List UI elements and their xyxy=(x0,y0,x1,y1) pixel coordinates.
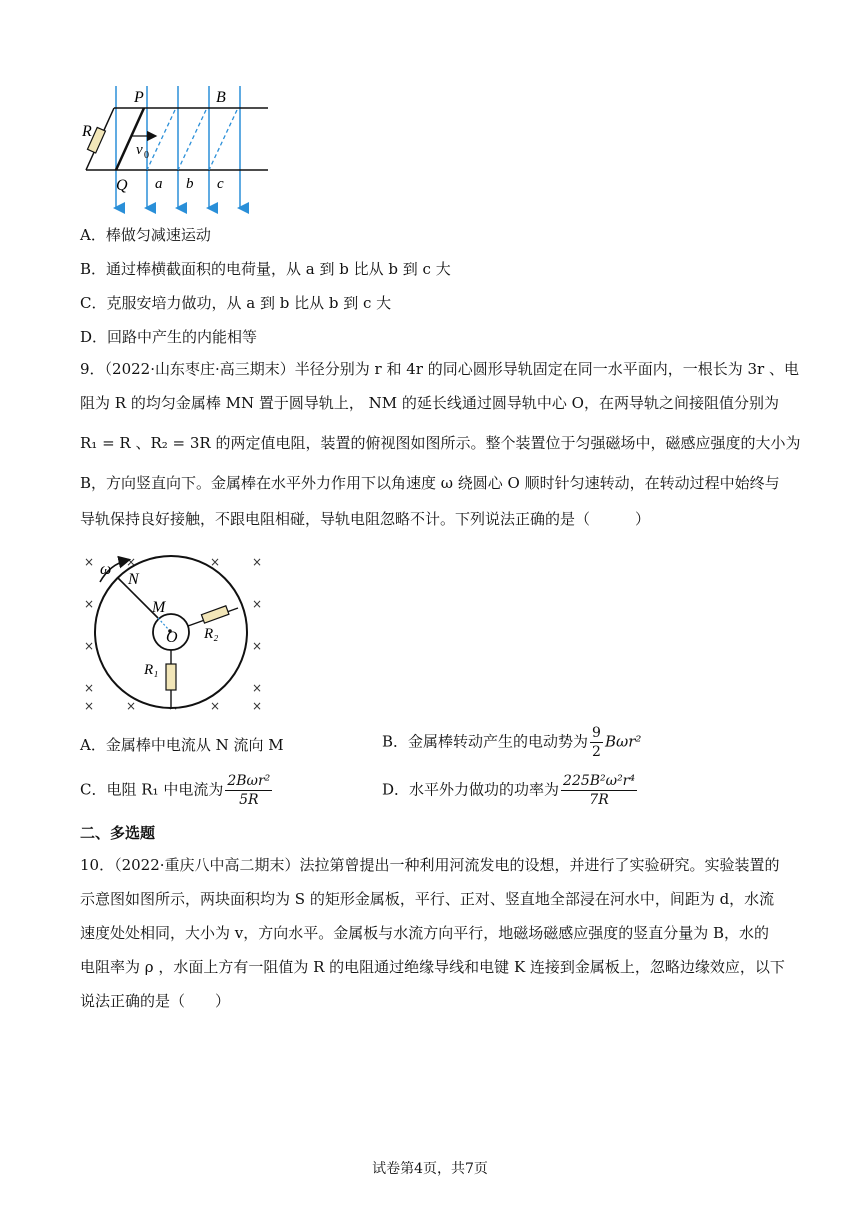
label-v: v xyxy=(136,142,143,158)
svg-text:×: × xyxy=(126,555,137,569)
label-b-small: b xyxy=(186,176,194,192)
svg-text:×: × xyxy=(210,555,221,569)
q8-option-c: C．克服安培力做功，从 a 到 b 比从 b 到 c 大 xyxy=(80,294,392,312)
q10-line-4: 电阻率为 ρ ，水面上方有一阻值为 R 的电阻通过绝缘导线和电键 K 连接到金属板上，忽略边缘效应，以下 xyxy=(80,958,785,976)
rail-field-diagram xyxy=(80,84,280,216)
q10-line-5: 说法正确的是（ ） xyxy=(80,992,231,1010)
q9-option-b xyxy=(382,724,641,761)
resistor-r1 xyxy=(166,664,176,690)
bar-positions-dashed xyxy=(147,110,237,170)
q10-line-2: 示意图如图所示，两块面积均为 S 的矩形金属板，平行、正对、竖直地全部浸在河水中，间距为 d，水流 xyxy=(80,890,775,908)
q8-option-a: A．棒做匀减速运动 xyxy=(80,226,211,244)
label-o: O xyxy=(166,629,178,646)
label-c: c xyxy=(217,176,224,192)
q9-line-5: 导轨保持良好接触，不跟电阻相碰，导轨电阻忽略不计。下列说法正确的是（ ） xyxy=(80,510,651,528)
svg-text:×: × xyxy=(252,699,263,713)
q9-line-2: 阻为 R 的均匀金属棒 MN 置于圆导轨上， NM 的延长线通过圆导轨中心 O，在两导轨之间接阻值分别为 xyxy=(80,394,779,412)
metal-bar-pq xyxy=(116,108,144,170)
label-r2: R₂ xyxy=(204,626,219,642)
q9-option-c xyxy=(80,772,274,809)
q9-line-4: B，方向竖直向下。金属棒在水平外力作用下以角速度 ω 绕圆心 O 顺时针匀速转动，在转动过程中始终与 xyxy=(80,474,780,492)
svg-text:×: × xyxy=(210,699,221,713)
svg-text:×: × xyxy=(252,555,263,569)
svg-text:×: × xyxy=(84,681,95,695)
svg-text:×: × xyxy=(84,699,95,713)
label-r: R xyxy=(82,123,92,140)
q8-option-b: B．通过棒横截面积的电荷量，从 a 到 b 比从 b 到 c 大 xyxy=(80,260,451,278)
section-heading: 二、多选题 xyxy=(80,824,156,842)
q9-option-c-text: C．电阻 R₁ 中电流为 xyxy=(80,780,224,799)
q9-line-3: R₁ = R 、R₂ = 3R 的两定值电阻，装置的俯视图如图所示。整个装置位于匀强磁场中，磁感应强度的大小为 xyxy=(80,434,801,452)
label-a: a xyxy=(155,176,163,192)
label-omega: ω xyxy=(100,561,112,578)
q9-option-b-text: B．金属棒转动产生的电动势为 xyxy=(382,732,589,751)
q9-option-d-text: D．水平外力做功的功率为 xyxy=(382,780,560,799)
svg-text:×: × xyxy=(84,555,95,569)
page-footer: 试卷第4页，共7页 xyxy=(372,1161,488,1177)
q9-option-c-fraction: $\frac{\text{2Bωr²}}{5R}$ xyxy=(227,773,271,808)
q8-option-d: D．回路中产生的内能相等 xyxy=(80,328,258,346)
svg-text:×: × xyxy=(84,639,95,653)
label-m: M xyxy=(152,599,166,616)
q10-line-3: 速度处处相同，大小为 v，方向水平。金属板与水流方向平行，地磁场磁感应强度的竖直分量为 B，水的 xyxy=(80,924,770,942)
label-p: P xyxy=(134,89,144,106)
q9-option-b-formula: Bωr² xyxy=(604,732,642,751)
label-r1: R₁ xyxy=(144,662,159,678)
label-n: N xyxy=(128,571,139,588)
svg-text:×: × xyxy=(252,681,263,695)
q9-option-d-fraction: $\frac{\text{225B²ω²r⁴}}{7R}$ xyxy=(563,773,635,808)
svg-text:×: × xyxy=(252,639,263,653)
concentric-rail-diagram xyxy=(78,548,268,718)
label-v-sub: 0 xyxy=(144,150,149,161)
q10-line-1: 10．（2022·重庆八中高二期末）法拉第曾提出一种利用河流发电的设想，并进行了实验研究。实验装置的 xyxy=(80,856,780,874)
q9-option-a: A．金属棒中电流从 N 流向 M xyxy=(80,736,284,754)
label-q: Q xyxy=(116,177,128,194)
q9-option-d xyxy=(382,772,639,809)
svg-text:×: × xyxy=(84,597,95,611)
q9-option-b-fraction: $\frac{9}{2}$ xyxy=(592,725,601,760)
label-b: B xyxy=(216,89,226,106)
svg-text:×: × xyxy=(126,699,137,713)
q9-line-1: 9．（2022·山东枣庄·高三期末）半径分别为 r 和 4r 的同心圆形导轨固定在同一水平面内，一根长为 3r 、电 xyxy=(80,360,799,378)
svg-text:×: × xyxy=(252,597,263,611)
